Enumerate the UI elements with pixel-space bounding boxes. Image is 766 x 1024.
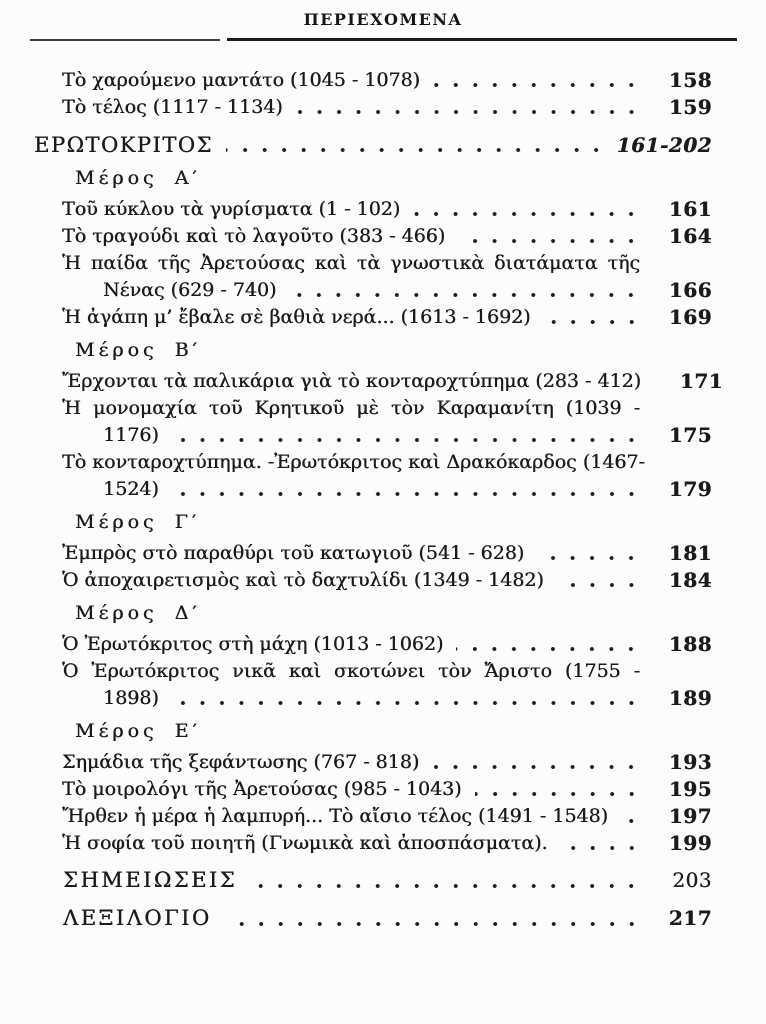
dot-leader — [225, 906, 643, 933]
toc-entry-title: Μέρος Δ′ — [75, 602, 201, 624]
page-number: 166 — [668, 278, 712, 302]
toc-entry-title-continued: 1176) — [103, 424, 159, 446]
toc-entry — [0, 540, 712, 567]
toc-entry-title: Ἐμπρὸς στὸ παραθύρι τοῦ κατωγιοῦ (541 - 628) — [62, 542, 525, 564]
toc-part-heading — [0, 718, 712, 745]
toc-entry-title: Ἡ ἀγάπη μ’ ἔβαλε σὲ βαθιὰ νερά... (1613 - 1692) — [62, 306, 531, 328]
dot-leader — [432, 749, 643, 776]
toc-entry — [0, 94, 712, 121]
page-number: 184 — [668, 568, 712, 592]
toc-entry — [0, 803, 712, 830]
page-number: 197 — [668, 804, 712, 828]
toc-entry-title: Ἔρχονται τὰ παλικάρια γιὰ τὸ κονταροχτύπημα (283 - 412) — [62, 370, 642, 392]
dot-leader — [296, 94, 643, 121]
rule-segment-left — [30, 39, 220, 41]
page-number: 188 — [668, 632, 712, 656]
toc-entry-title: Μέρος Α′ — [75, 167, 201, 189]
dot-leader — [475, 776, 643, 803]
toc-entry — [0, 395, 712, 449]
toc-entry-title-continued: 1524) — [103, 478, 159, 500]
toc-entry-continuation — [62, 476, 712, 503]
toc-entry-title: Τὸ μοιρολόγι τῆς Ἀρετούσας (985 - 1043) — [62, 778, 462, 800]
page-title: ΠΕΡΙΕΧΟΜΕΝΑ — [303, 10, 463, 29]
toc-entry-continuation — [62, 277, 712, 304]
toc-entry-title: Ὁ Ἐρωτόκριτος στὴ μάχη (1013 - 1062) — [62, 633, 444, 655]
dot-leader — [172, 476, 643, 503]
toc-entry-title: Ἤρθεν ἡ μέρα ἡ λαμπυρή... Τὸ αἴσιο τέλος (1491 - 1548) — [62, 805, 608, 827]
page-number: 179 — [668, 477, 712, 501]
page-number: 189 — [668, 686, 712, 710]
toc-entry-title: Τὸ τραγούδι καὶ τὸ λαγοῦτο (383 - 466) — [62, 225, 446, 247]
toc-entry-title: Μέρος Γ′ — [75, 511, 201, 533]
page-number: 169 — [668, 305, 712, 329]
dot-leader — [226, 132, 608, 159]
rule-segment-right — [227, 38, 737, 41]
toc-part-heading — [0, 337, 712, 364]
page-number: 193 — [668, 750, 712, 774]
toc-entry — [0, 304, 712, 331]
toc-entry — [0, 449, 712, 503]
toc-entry — [0, 631, 712, 658]
dot-leader — [557, 567, 643, 594]
page-number: 175 — [668, 423, 712, 447]
toc-entry-title-continued: Νένας (629 - 740) — [103, 279, 277, 301]
page-number: 161-202 — [616, 133, 712, 157]
dot-leader — [250, 868, 643, 895]
dot-leader — [433, 67, 643, 94]
toc-entry-title: Ἡ μονομαχία τοῦ Κρητικοῦ μὲ τὸν Καραμανίτη (1039 - — [62, 397, 640, 419]
toc-entry — [0, 196, 712, 223]
dot-leader — [621, 803, 643, 830]
toc-entry-title: Σημάδια τῆς ξεφάντωσης (767 - 818) — [62, 751, 420, 773]
toc-entry-title: Τὸ τέλος (1117 - 1134) — [62, 96, 283, 118]
toc-entry-title: ΣΗΜΕΙΩΣΕΙΣ — [63, 868, 238, 892]
toc-entry-title: Ὁ ἀποχαιρετισμὸς καὶ τὸ δαχτυλίδι (1349 - 1482) — [62, 569, 544, 591]
dot-leader — [289, 277, 643, 304]
dot-leader — [413, 196, 643, 223]
page-number: 217 — [668, 906, 712, 930]
toc-part-heading — [0, 165, 712, 192]
toc-entry-title: Τοῦ κύκλου τὰ γυρίσματα (1 - 102) — [62, 198, 401, 220]
toc-entry-continuation — [62, 422, 712, 449]
toc-entry-title-continued: 1898) — [103, 687, 159, 709]
dot-leader — [537, 540, 643, 567]
toc-entry-title: Ἡ σοφία τοῦ ποιητῆ (Γνωμικὰ καὶ ἀποσπάσματα). — [62, 832, 548, 854]
page-number: 158 — [668, 68, 712, 92]
toc-entry — [0, 250, 712, 304]
page-number: 195 — [668, 777, 712, 801]
toc-chapter-entry — [0, 132, 712, 159]
dot-leader — [172, 422, 643, 449]
toc-entry — [0, 67, 712, 94]
toc-entry-title: Τὸ χαρούμενο μαντάτο (1045 - 1078) — [62, 69, 420, 91]
toc-entry-title: ΕΡΩΤΟΚΡΙΤΟΣ — [34, 133, 213, 157]
toc-entry — [0, 567, 712, 594]
page-number: 203 — [672, 868, 712, 892]
toc-chapter-entry — [0, 866, 712, 895]
toc-entry-title: Μέρος Ε′ — [75, 720, 201, 742]
toc-entry-title: Μέρος Β′ — [75, 339, 201, 361]
dot-leader — [456, 631, 643, 658]
toc-entry — [0, 776, 712, 803]
toc-part-heading — [0, 509, 712, 536]
toc-part-heading — [0, 600, 712, 627]
page-number: 164 — [668, 224, 712, 248]
page-number: 199 — [668, 831, 712, 855]
dot-leader — [561, 830, 643, 857]
toc-entry-title: Τὸ κονταροχτύπημα. -Ἐρωτόκριτος καὶ Δρακόκαρδος (1467- — [62, 451, 645, 473]
dot-leader — [544, 304, 643, 331]
toc-entry-title: ΛΕΞΙΛΟΓΙΟ — [63, 906, 212, 930]
toc-chapter-entry — [0, 904, 712, 933]
table-of-contents — [0, 67, 766, 933]
toc-entry — [0, 830, 712, 857]
toc-entry — [0, 368, 724, 395]
dot-leader — [458, 223, 643, 250]
page-number: 181 — [668, 541, 712, 565]
dot-leader — [172, 685, 643, 712]
toc-entry — [0, 749, 712, 776]
page-number: 171 — [679, 369, 724, 393]
toc-entry-title: Ἡ παίδα τῆς Ἀρετούσας καὶ τὰ γνωστικὰ διατάματα τῆς — [62, 252, 640, 274]
header-rule — [0, 38, 766, 42]
toc-entry-title: Ὁ Ἐρωτόκριτος νικᾶ καὶ σκοτώνει τὸν Ἄριστο (1755 - — [62, 660, 640, 682]
toc-entry — [0, 223, 712, 250]
toc-entry-continuation — [62, 685, 712, 712]
page-number: 161 — [668, 197, 712, 221]
page-number: 159 — [668, 95, 712, 119]
toc-entry — [0, 658, 712, 712]
